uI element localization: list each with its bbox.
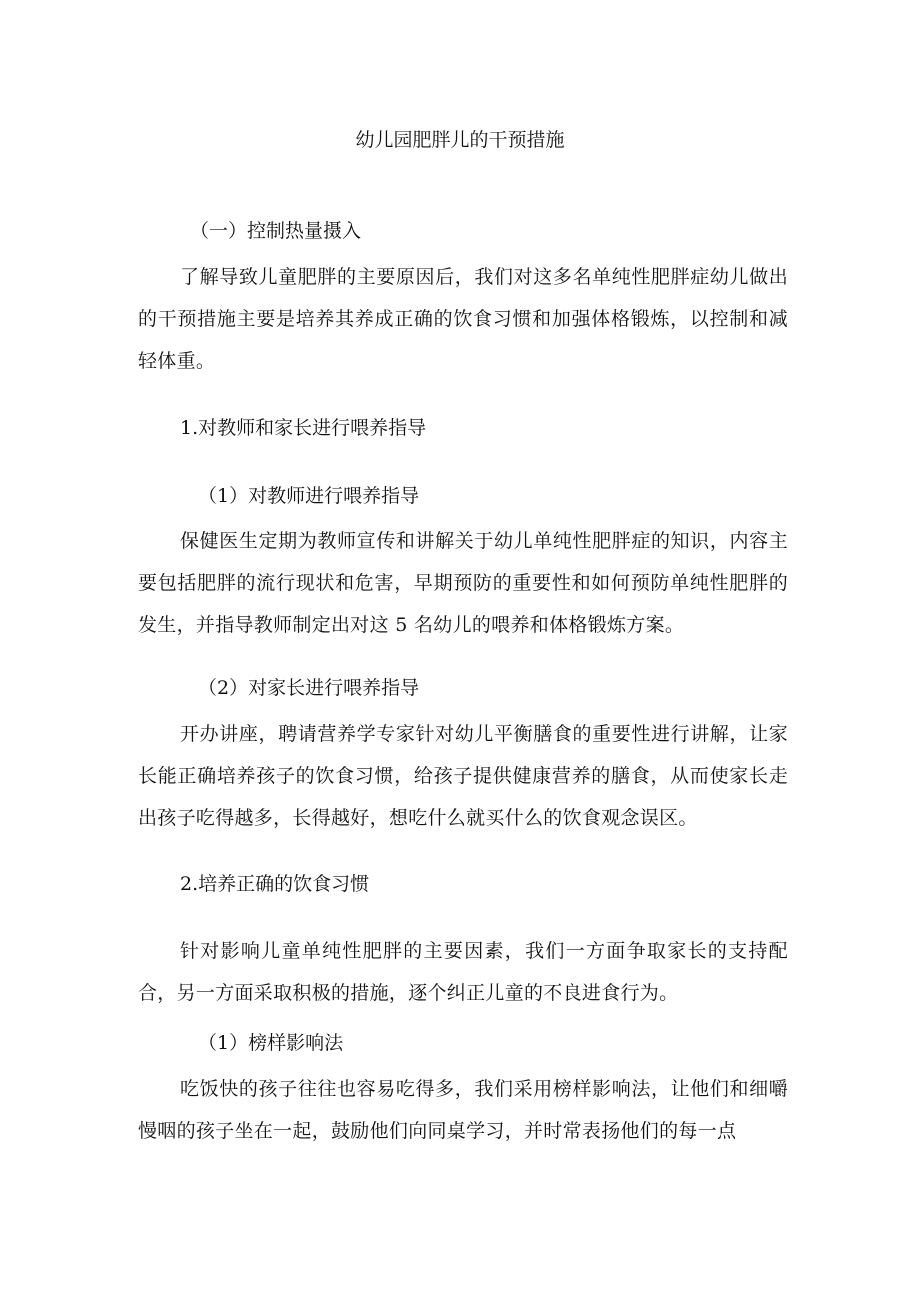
item-1-sub-1-heading: （1）对教师进行喂养指导	[198, 485, 420, 507]
item-2-sub-1-heading: （1）榜样影响法	[198, 1032, 344, 1054]
item-2-heading: 2.培养正确的饮食习惯	[180, 873, 370, 895]
page-title: 幼儿园肥胖儿的干预措施	[355, 129, 565, 151]
item-1-sub-2-paragraph: 开办讲座，聘请营养学专家针对幼儿平衡膳食的重要性进行讲解，让家长能正确培养孩子的饮食习惯，给孩子提供健康营养的膳食，从而使家长走出孩子吃得越多，长得越好，想吃什么就买什么的饮食观念误区。	[138, 723, 788, 829]
item-1-heading: 1.对教师和家长进行喂养指导	[180, 417, 427, 439]
item-1-sub-2-heading: （2）对家长进行喂养指导	[198, 677, 420, 699]
item-2-intro-paragraph: 针对影响儿童单纯性肥胖的主要因素，我们一方面争取家长的支持配合，另一方面采取积极的措施，逐个纠正儿童的不良进食行为。	[138, 940, 788, 1004]
section-heading-1: （一）控制热量摄入	[190, 220, 362, 242]
item-2-sub-1-paragraph: 吃饭快的孩子往往也容易吃得多，我们采用榜样影响法，让他们和细嚼慢咽的孩子坐在一起，鼓励他们向同桌学习，并时常表扬他们的每一点	[138, 1078, 788, 1142]
section-1-intro-paragraph: 了解导致儿童肥胖的主要原因后，我们对这多名单纯性肥胖症幼儿做出的干预措施主要是培养其养成正确的饮食习惯和加强体格锻炼，以控制和减轻体重。	[138, 266, 788, 372]
item-1-sub-1-paragraph: 保健医生定期为教师宣传和讲解关于幼儿单纯性肥胖症的知识，内容主要包括肥胖的流行现状和危害，早期预防的重要性和如何预防单纯性肥胖的发生，并指导教师制定出对这 5 名幼儿的喂养和体格锻炼方案。	[138, 530, 788, 636]
